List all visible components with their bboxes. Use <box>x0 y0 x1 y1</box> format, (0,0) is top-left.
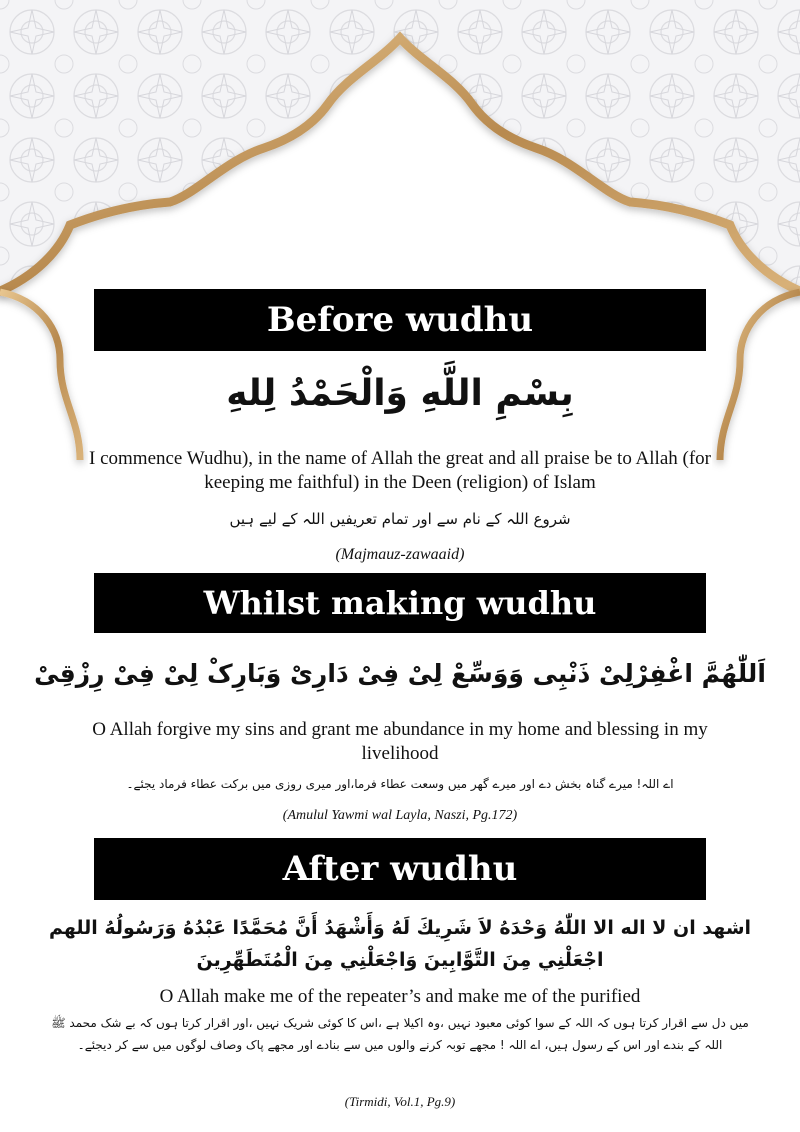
heading-whilst-wudhu: Whilst making wudhu <box>94 573 706 633</box>
reference-whilst-wudhu: (Amulul Yawmi wal Layla, Naszi, Pg.172) <box>282 808 518 823</box>
heading-after-wudhu: After wudhu <box>94 838 706 900</box>
arabic-after-wudhu-line1: اشهد ان لا اله الا اللّٰهُ وَحْدَهُ لاَ شَرِيكَ لَهُ وَأَشْهَدُ أَنَّ مُحَمَّدًا عَبْدُهُ وَرَسُولُهُ اللهم <box>48 917 752 939</box>
reference-before-wudhu: (Majmauz-zawaaid) <box>335 546 465 563</box>
urdu-whilst-wudhu: اے اللہ! میرے گناہ بخش دے اور میرے گھر میں وسعت عطاء فرما،اور میری روزی میں برکت عطاء فرماد یجئے۔ <box>126 777 674 791</box>
arabic-after-wudhu-line2: اجْعَلْنِي مِنَ التَّوَّابِينَ وَاجْعَلْنِي مِنَ الْمُتَطَهِّرِينَ <box>196 949 604 971</box>
english-whilst-wudhu: O Allah forgive my sins and grant me abundance in my home and blessing in my livelihood <box>92 719 708 764</box>
arabic-whilst-wudhu: اَللّٰھُمَّ اغْفِرْلِیْ ذَنْبِی وَوَسِّعْ لِیْ فِیْ دَارِیْ وَبَارِکْ لِیْ فِیْ رِزْقِیْ <box>34 659 766 688</box>
urdu-after-wudhu: میں دل سے اقرار کرتا ہوں کہ اللہ کے سوا کوئی معبود نہیں ،وہ اکیلا ہے ،اس کا کوئی شریک نہیں ،اور اقرار کرتا ہوں کہ بے شک محمد ﷺ اللہ کے بندے اور اس کے رسول ہیں، اے اللہ ! مجھے توبہ کرنے والوں میں سے بنادے اور مجھے پاک وصاف لوگوں میں سے کر دیجئے۔ <box>51 1016 749 1052</box>
english-after-wudhu: O Allah make me of the repeater’s and make me of the purified <box>159 986 641 1007</box>
arabic-before-wudhu: بِسْمِ اللَّهِ وَالْحَمْدُ لِلهِ <box>226 373 574 414</box>
urdu-before-wudhu: شروع اللہ کے نام سے اور تمام تعریفیں اللہ کے لیے ہیں <box>229 510 571 528</box>
english-before-wudhu: I commence Wudhu), in the name of Allah the great and all praise be to Allah (for keeping me faithful) in the Deen (religion) of Islam <box>89 448 711 493</box>
heading-before-wudhu: Before wudhu <box>94 289 706 351</box>
reference-after-wudhu: (Tirmidi, Vol.1, Pg.9) <box>344 1094 456 1109</box>
